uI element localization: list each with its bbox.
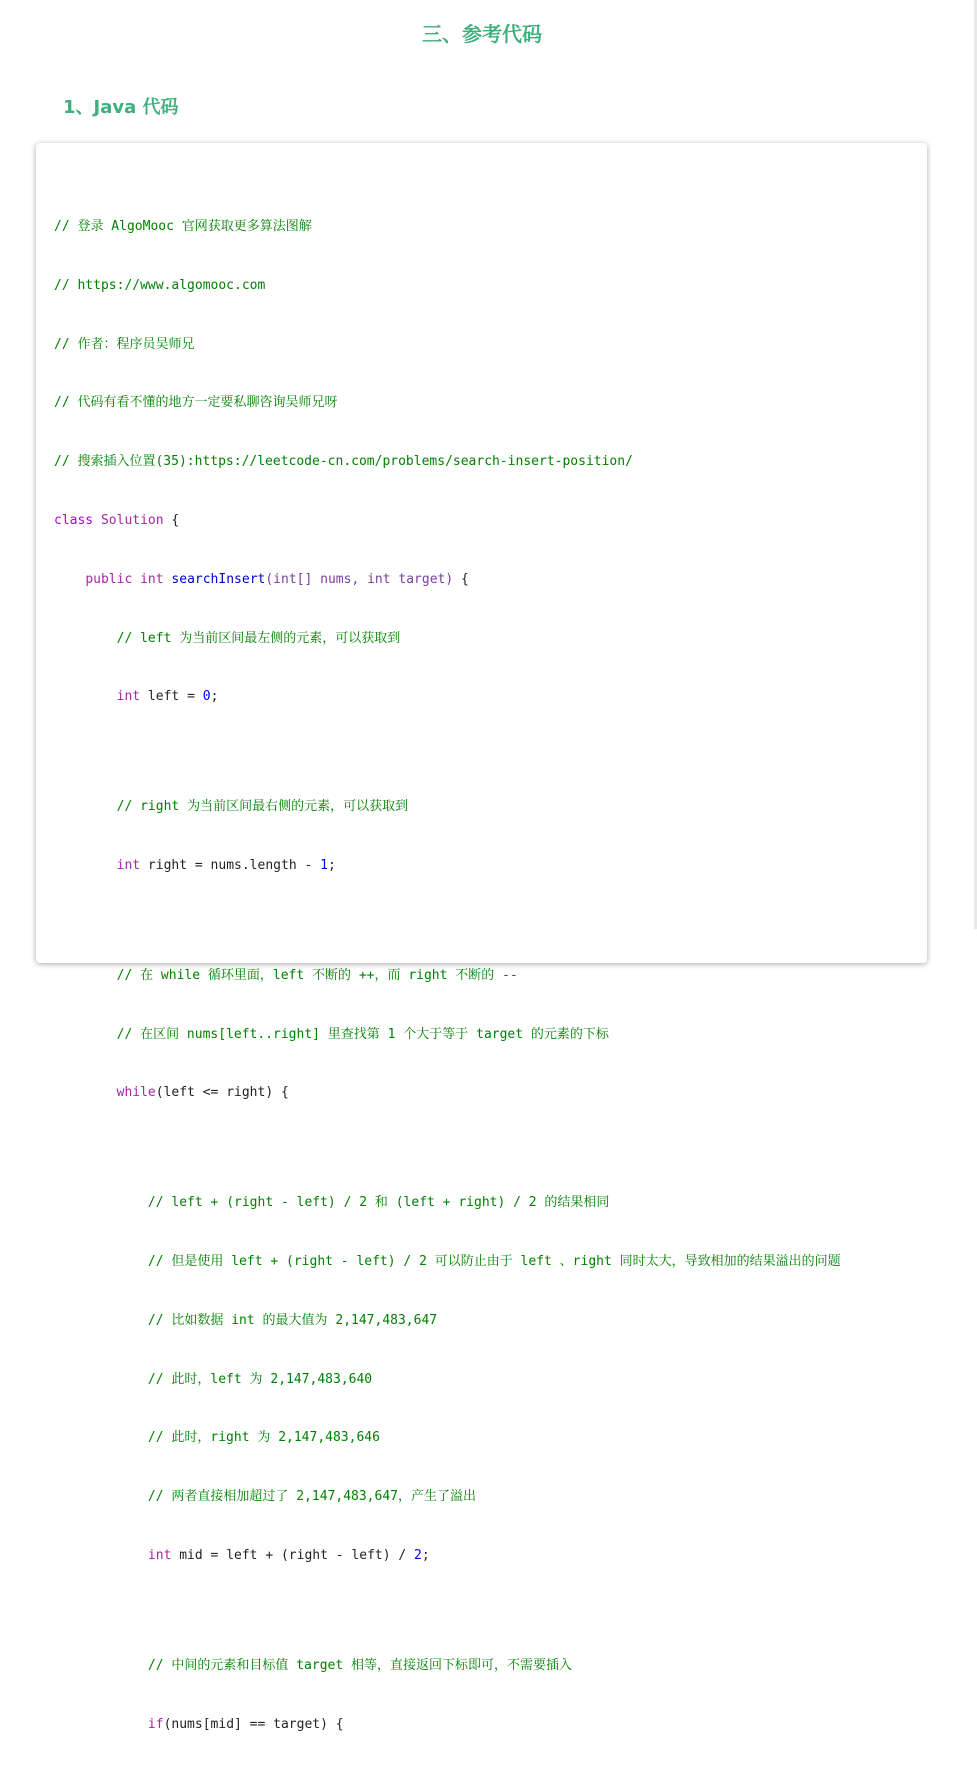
code-method-name: searchInsert (171, 571, 266, 587)
code-line (54, 1483, 841, 1512)
code-comment: // left 为当前区间最左侧的元素，可以获取到 (116, 630, 401, 646)
code-number: 1 (320, 857, 328, 873)
code-line (54, 448, 841, 477)
code-keyword: if (147, 1716, 164, 1732)
code-blank-line (54, 1138, 841, 1159)
code-keyword: int (147, 1547, 172, 1563)
code-comment: // 在 while 循环里面，left 不断的 ++，而 right 不断的 -- (116, 967, 518, 983)
code-comment: // 两者直接相加超过了 2,147,483,647，产生了溢出 (147, 1489, 476, 1505)
code-line (54, 625, 841, 654)
code-line (54, 683, 841, 712)
code-comment: // right 为当前区间最右侧的元素，可以获取到 (116, 799, 409, 815)
code-text: (nums[mid] == target) { (163, 1716, 344, 1732)
code-blank-line (54, 742, 841, 763)
code-class-name: Solution (100, 512, 164, 528)
code-line (54, 566, 841, 595)
code-line (54, 1424, 841, 1453)
code-keyword: int (116, 857, 141, 873)
code-comment: // https://www.algomooc.com (54, 277, 266, 293)
code-text: (left <= right) { (155, 1085, 289, 1101)
code-comment: // 比如数据 int 的最大值为 2,147,483,647 (147, 1312, 438, 1328)
code-text: mid = left + (right - left) / (171, 1547, 415, 1563)
section-heading-java: 1、Java 代码 (63, 97, 179, 118)
code-text: { (453, 571, 469, 587)
code-blank-line (54, 1601, 841, 1622)
code-line (54, 962, 841, 991)
code-text: left = (140, 689, 203, 705)
code-keyword: int (140, 571, 164, 587)
code-params: (int[] nums, int target) (265, 571, 454, 587)
code-line (54, 1652, 841, 1681)
code-line (54, 852, 841, 881)
code-line (54, 507, 841, 536)
code-text: ; (210, 689, 219, 705)
code-comment: // 但是使用 left + (right - left) / 2 可以防止由于 left 、right 同时太大，导致相加的结果溢出的问题 (147, 1253, 841, 1269)
code-line (54, 1189, 841, 1218)
code-text: ; (327, 857, 336, 873)
code-line (54, 1307, 841, 1336)
code-block-card (36, 143, 927, 1732)
code-keyword: class (54, 512, 94, 528)
code-comment: // 搜索插入位置(35):https://leetcode-cn.com/problems/search-insert-position/ (54, 454, 633, 470)
code-line (54, 1542, 841, 1571)
code-line (54, 272, 841, 301)
code-comment: // left + (right - left) / 2 和 (left + right) / 2 的结果相同 (147, 1195, 610, 1211)
code-comment: // 登录 AlgoMooc 官网获取更多算法图解 (54, 219, 312, 234)
code-line (54, 1711, 841, 1740)
code-comment: // 在区间 nums[left..right] 里查找第 1 个大于等于 target 的元素的下标 (116, 1026, 609, 1042)
java-code[interactable] (54, 183, 841, 1769)
code-line (54, 213, 841, 242)
page-title: 三、参考代码 (422, 22, 542, 46)
code-text: ; (421, 1547, 430, 1563)
code-number: 0 (202, 689, 211, 705)
code-line (54, 793, 841, 822)
code-line (54, 389, 841, 418)
code-comment: // 作者：程序员吴师兄 (54, 336, 195, 352)
code-number: 2 (414, 1547, 422, 1563)
code-keyword: int (116, 689, 141, 705)
code-keyword: public (85, 571, 133, 587)
code-line (54, 1079, 841, 1108)
code-line (54, 1248, 841, 1277)
code-line (54, 1366, 841, 1395)
code-line (54, 1021, 841, 1050)
code-comment: // 代码有看不懂的地方一定要私聊咨询吴师兄呀 (54, 395, 338, 411)
code-comment: // 中间的元素和目标值 target 相等，直接返回下标即可，不需要插入 (147, 1657, 573, 1673)
code-comment: // 此时，right 为 2,147,483,646 (147, 1430, 380, 1446)
code-text: { (163, 512, 180, 528)
code-keyword: while (116, 1085, 156, 1101)
code-text: right = nums.length - (140, 857, 321, 873)
code-line (54, 331, 841, 360)
code-blank-line (54, 911, 841, 932)
code-comment: // 此时，left 为 2,147,483,640 (147, 1371, 373, 1387)
